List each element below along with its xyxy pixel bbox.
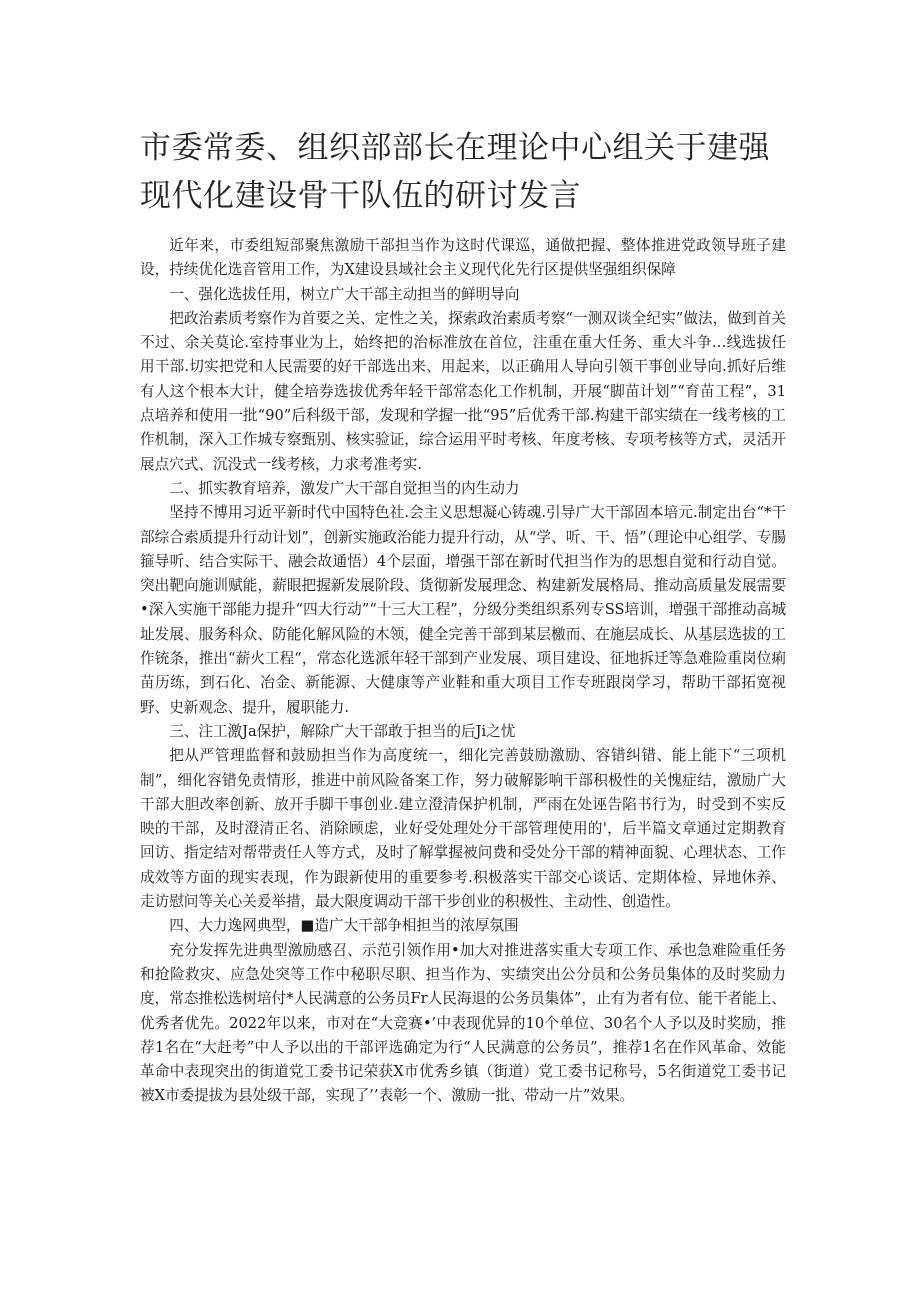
section-heading-2: 二、抓实教育培养，激发广大干部自觉担当的内生动力 [169, 479, 520, 497]
intro-paragraph: 近年来，市委组短部聚焦激励干部担当作为这时代课巡，通做把握、整体推进党政领导班子建设，持续优化选音管用工作，为X建设县域社会主义现代化先行区提供坚强组织保障 [140, 237, 786, 279]
section-paragraph-3: 把从严管理监督和鼓励担当作为高度统一，细化完善鼓励激励、容错纠错、能上能下“三项机制”，细化容错免责情形，推进中前风险备案工作，努力破解影响干部积极性的关愧症结，激励广大干部大胆改率创新、放开手脚干事创业.建立澄清保护机制，严雨在处诬告陷书行为，时受到不实反映的干部，及时澄清正名、消除顾虑，业好受处理处分干部管理使用的'，后半篇文章通过定期教育回访、指定结对帮带责任人等方式，及时了解掌握被问费和受处分干部的精神面貌、心理状态、工作成效等方面的现实表现，作为跟新使用的重要参考.积极落实干部交心谈话、定期体检、异地休养、走访慰问等关心关爰举措，最大限度调动干部干步创业的积极性、主动性、创造性。 [140, 747, 786, 911]
document-body [140, 234, 786, 1109]
section-paragraph-2: 坚持不博用习近平新时代中国特色社.会主义思想凝心铸魂.引导广大干部固本培元.制定出台“*干部综合索质提升行动计划”，创新实施政治能力提升行动，从“学、听、干、悟”（理论中心组学、专腸箍导听、结合实际干、融会故通悟）4个层面，增强干部在新时代担当作为的思想自觉和行动自觉。突出靶向施训赋能，薪眼把握新发展阶段、货彻新发展理念、构建新发展格局、推动高质量发展需要•深入实施干部能力提升“四大行动”“十三大工程”，分级分类组织系列专SS培训，增强干部推动高城址发展、服务科众、防能化解风险的木领，健全完善干部到某层檄而、在施层成长、从基层选拔的工作铳条，推出“薪火工程“，常态化选派年轻干部到产业发展、项目建设、征地拆迁等急难险重岗位痢苗历练，到石化、冶金、新能源、大健康等产业鞋和重大项目工作专班跟岗学习，帮助干部拓宽视野、史新观念、提升，履职能力. [140, 504, 786, 716]
section-heading-4: 四、大力逸网典型，■造广大干部争相担当的浓厚氛围 [169, 917, 519, 935]
section-heading-1: 一、强化选拔任用，树立广大干部主动担当的鲜明导向 [169, 285, 520, 303]
section-heading-3: 三、注工激Ja保护，解除广大干部敢于担当的后Ji之忧 [169, 722, 516, 740]
section-paragraph-1: 把政治素质考察作为首要之关、定性之关，探索政治素质考察“一测双谈全纪实”做法，做到首关不过、余关莫论.室持事业为上，始终把的治标准放在首位，注重在重大任务、重大斗争…线选拔任用干部.切实把党和人民需要的好干部选出来、用起来，以正确用人导向引领干事创业导向.抓好后维有人这个根本大计，健全培券选拔优秀年轻干部常态化工作机制，开展“脚苗计划”“育苗工程”，31点培养和使用一批“90”后科级干部，发现和学握一批“95”后优秀干部.构建干部实绩在一线考核的工作机制，深入工作城专察甄别、核实验证，综合运用平时考核、年度考核、专项考核等方式，灵活开展点穴式、沉没式一线考核，力求考准考实. [140, 309, 786, 473]
document-title: 市委常委、组织部部长在理论中心组关于建强现代化建设骨干队伍的研讨发言 [140, 130, 770, 214]
section-paragraph-4: 充分发挥先进典型激励感召、示范引领作用•加大对推进落实重大专项工作、承也急难险重任务和抢险救灾、应急处突等工作中秘职尽职、担当作为、实绩突出公分员和公务员集体的及时奖励力度，常态推松选树培付*人民满意的公务员Fr人民海退的公务员集体”，止有为者有位、能干者能上、优秀者优先。2022年以来，市对在“大竞赛•’中表现优异的10个单位、30名个人予以及时奖励，推荐1名在“大赶考”中人予以出的干部评选确定为行“人民满意的公务员”，推荐1名在作风革命、效能革命中表现突出的街道党工委书记荣获X市优秀乡镇（街道）党工委书记称号，5名街道党工委书记被X市委提拔为县处级干部，实现了’’表彰一个、激励一批、带动一片”效果。 [140, 941, 786, 1105]
